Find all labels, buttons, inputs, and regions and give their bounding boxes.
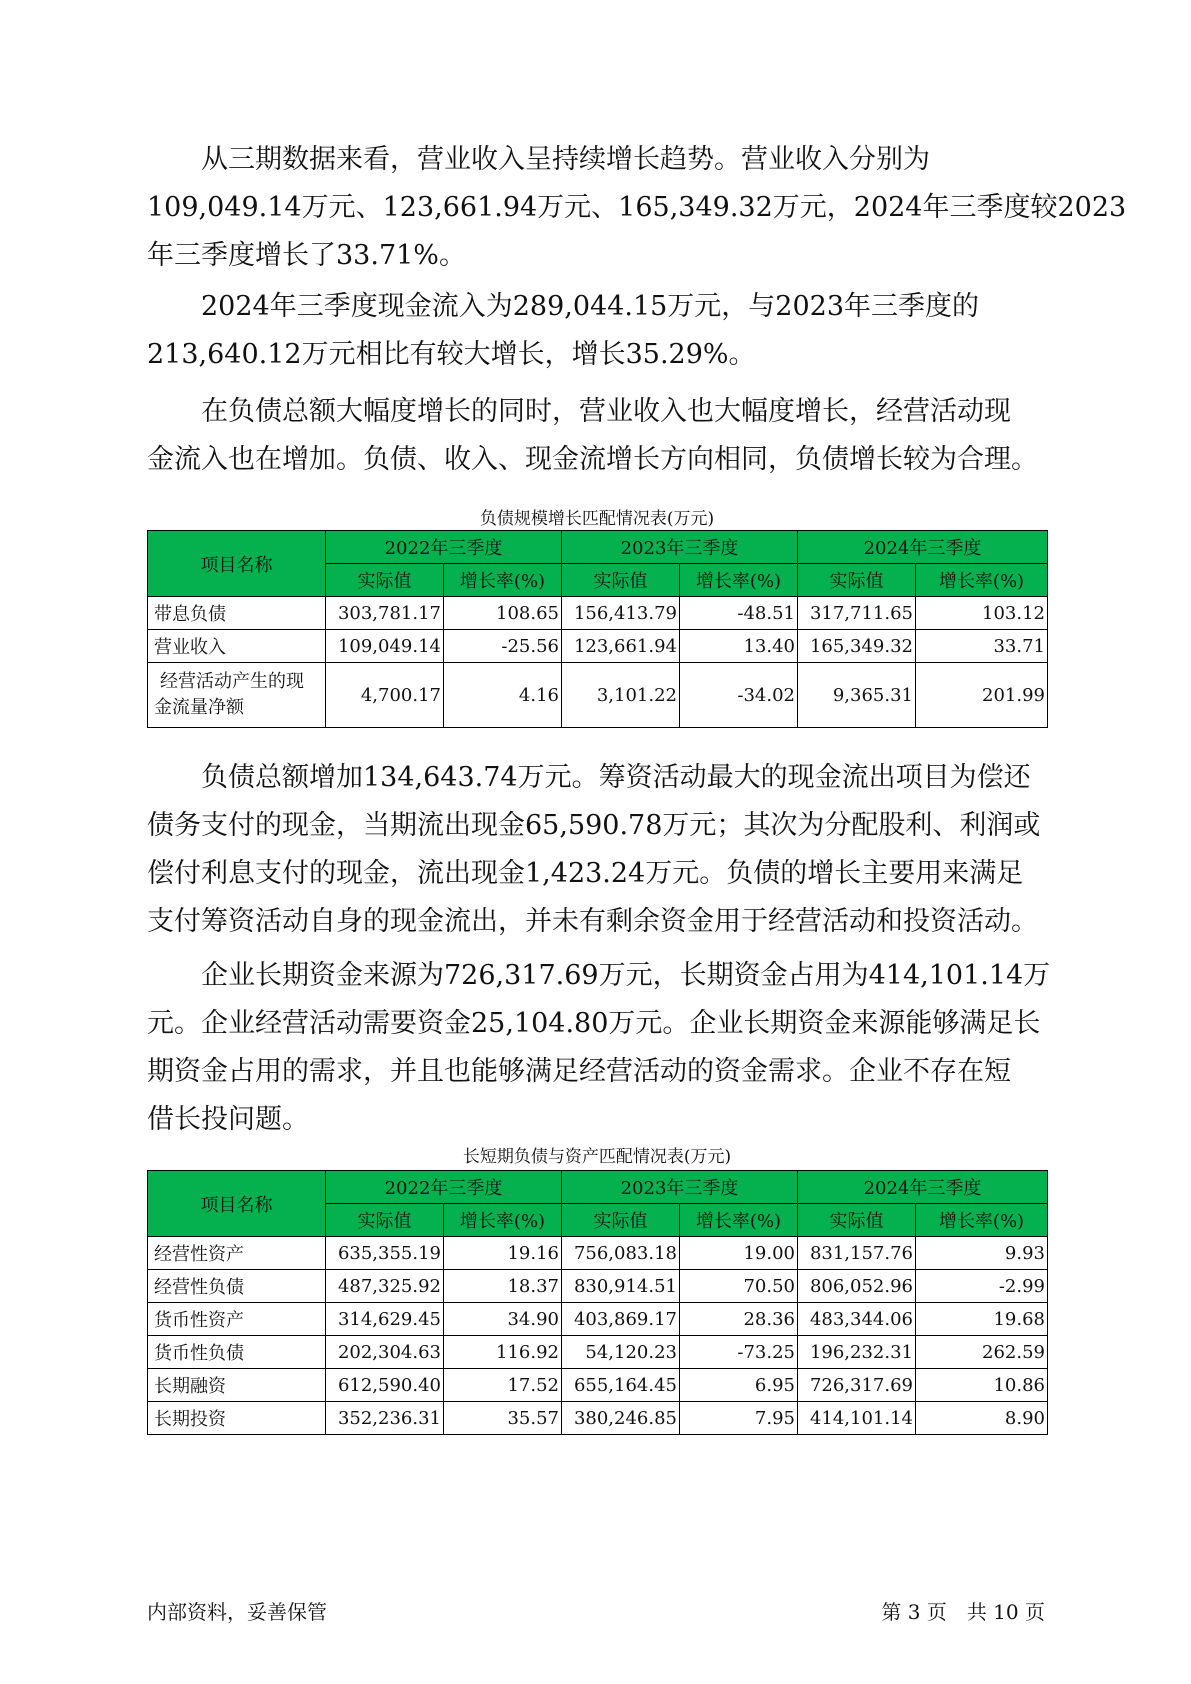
cell-value: 317,711.65 [798,597,916,630]
paragraph-line: 在负债总额大幅度增长的同时，营业收入也大幅度增长，经营活动现 [201,396,1011,427]
column-header-value: 实际值 [798,1204,916,1237]
column-header-period: 2023年三季度 [562,1171,798,1204]
cell-value: 483,344.06 [798,1303,916,1336]
cell-value: 109,049.14 [326,630,444,663]
row-label [148,663,326,728]
cell-value: 831,157.76 [798,1237,916,1270]
row-label: 经营性资产 [148,1237,326,1270]
cell-growth: 19.16 [444,1237,562,1270]
cell-growth: 28.36 [680,1303,798,1336]
row-label: 带息负债 [148,597,326,630]
cell-value: 830,914.51 [562,1270,680,1303]
column-header-growth: 增长率(%) [916,1204,1048,1237]
column-header-period: 2023年三季度 [562,531,798,564]
table-row [148,1303,1048,1336]
cell-growth: 10.86 [916,1369,1048,1402]
cell-value: 303,781.17 [326,597,444,630]
cell-value: 380,246.85 [562,1402,680,1435]
cell-value: 123,661.94 [562,630,680,663]
cell-growth: 6.95 [680,1369,798,1402]
paragraph-line: 债务支付的现金，当期流出现金65,590.78万元；其次为分配股利、利润或 [147,810,1041,841]
table2-caption: 长短期负债与资产匹配情况表(万元) [462,1147,732,1167]
column-header-period: 2024年三季度 [798,1171,1048,1204]
paragraph-debt-matching [147,388,1047,484]
cell-value: 3,101.22 [562,663,680,728]
cell-growth: 7.95 [680,1402,798,1435]
paragraph-line: 213,640.12万元相比有较大增长，增长35.29%。 [147,339,756,370]
cell-value: 403,869.17 [562,1303,680,1336]
cell-growth: 35.57 [444,1402,562,1435]
table-header-row [148,531,1048,564]
cell-value: 487,325.92 [326,1270,444,1303]
paragraph-line: 元。企业经营活动需要资金25,104.80万元。企业长期资金来源能够满足长 [147,1008,1041,1039]
cell-growth: 70.50 [680,1270,798,1303]
cell-value: 9,365.31 [798,663,916,728]
table-header-row [148,1171,1048,1204]
paragraph-long-term-funds [147,952,1051,1144]
cell-growth: 34.90 [444,1303,562,1336]
cell-value: 655,164.45 [562,1369,680,1402]
cell-growth: 9.93 [916,1237,1048,1270]
column-header-value: 实际值 [326,1204,444,1237]
cell-growth: 103.12 [916,597,1048,630]
column-header-growth: 增长率(%) [444,564,562,597]
cell-growth: 33.71 [916,630,1048,663]
column-header-item: 项目名称 [148,1171,326,1237]
cell-growth: 19.68 [916,1303,1048,1336]
row-label: 货币性负债 [148,1336,326,1369]
table-row [148,1270,1048,1303]
cell-value: 156,413.79 [562,597,680,630]
footer-confidential-note: 内部资料，妥善保管 [147,1600,327,1624]
cell-value: 196,232.31 [798,1336,916,1369]
row-label: 营业收入 [148,630,326,663]
paragraph-line: 期资金占用的需求，并且也能够满足经营活动的资金需求。企业不存在短 [147,1056,1011,1087]
table-row [148,630,1048,663]
row-label: 货币性资产 [148,1303,326,1336]
cell-growth: -25.56 [444,630,562,663]
cell-growth: -48.51 [680,597,798,630]
column-header-growth: 增长率(%) [444,1204,562,1237]
cell-value: 165,349.32 [798,630,916,663]
column-header-item: 项目名称 [148,531,326,597]
column-header-period: 2022年三季度 [326,1171,562,1204]
cell-value: 756,083.18 [562,1237,680,1270]
column-header-period: 2024年三季度 [798,531,1048,564]
row-label-line: 经营活动产生的现 [160,671,304,692]
cell-growth: 116.92 [444,1336,562,1369]
cell-growth: -73.25 [680,1336,798,1369]
column-header-value: 实际值 [326,564,444,597]
paragraph-line: 2024年三季度现金流入为289,044.15万元，与2023年三季度的 [201,291,980,322]
cell-growth: 108.65 [444,597,562,630]
cell-growth: 17.52 [444,1369,562,1402]
cell-growth: -34.02 [680,663,798,728]
cell-growth: 8.90 [916,1402,1048,1435]
cell-value: 726,317.69 [798,1369,916,1402]
paragraph-financing-outflow [147,754,1047,946]
cell-value: 414,101.14 [798,1402,916,1435]
paragraph-line: 金流入也在增加。负债、收入、现金流增长方向相同，负债增长较为合理。 [147,444,1038,475]
cell-value: 54,120.23 [562,1336,680,1369]
column-header-growth: 增长率(%) [916,564,1048,597]
column-header-period: 2022年三季度 [326,531,562,564]
column-header-value: 实际值 [562,564,680,597]
cell-value: 635,355.19 [326,1237,444,1270]
footer-page-number: 第 3 页 共 10 页 [881,1600,1045,1624]
cell-growth: 262.59 [916,1336,1048,1369]
cell-value: 612,590.40 [326,1369,444,1402]
asset-liability-table [147,1170,1048,1435]
paragraph-cash-inflow [147,283,1047,379]
column-header-growth: 增长率(%) [680,564,798,597]
table-row [148,1402,1048,1435]
cell-growth: 4.16 [444,663,562,728]
paragraph-line: 偿付利息支付的现金，流出现金1,423.24万元。负债的增长主要用来满足 [147,858,1024,889]
column-header-growth: 增长率(%) [680,1204,798,1237]
paragraph-line: 借长投问题。 [147,1104,309,1135]
cell-value: 202,304.63 [326,1336,444,1369]
table-row [148,1336,1048,1369]
cell-growth: 13.40 [680,630,798,663]
cell-value: 352,236.31 [326,1402,444,1435]
paragraph-line: 支付筹资活动自身的现金流出，并未有剩余资金用于经营活动和投资活动。 [147,906,1038,937]
debt-growth-table [147,530,1048,728]
cell-growth: -2.99 [916,1270,1048,1303]
table-row [148,597,1048,630]
table-row [148,1369,1048,1402]
cell-growth: 18.37 [444,1270,562,1303]
table-row [148,663,1048,728]
column-header-value: 实际值 [562,1204,680,1237]
cell-growth: 19.00 [680,1237,798,1270]
paragraph-line: 从三期数据来看，营业收入呈持续增长趋势。营业收入分别为 [201,144,930,175]
row-label: 长期融资 [148,1369,326,1402]
column-header-value: 实际值 [798,564,916,597]
table1-caption: 负债规模增长匹配情况表(万元) [479,509,715,529]
row-label-line: 金流量净额 [154,697,244,718]
paragraph-revenue-trend [147,136,1127,280]
cell-value: 806,052.96 [798,1270,916,1303]
row-label: 长期投资 [148,1402,326,1435]
row-label: 经营性负债 [148,1270,326,1303]
table-row [148,1237,1048,1270]
cell-value: 314,629.45 [326,1303,444,1336]
paragraph-line: 年三季度增长了33.71%。 [147,240,466,271]
cell-growth: 201.99 [916,663,1048,728]
paragraph-line: 企业长期资金来源为726,317.69万元，长期资金占用为414,101.14万 [201,960,1051,991]
paragraph-line: 109,049.14万元、123,661.94万元、165,349.32万元，2024年三季度较2023 [147,192,1127,223]
paragraph-line: 负债总额增加134,643.74万元。筹资活动最大的现金流出项目为偿还 [201,762,1031,793]
cell-value: 4,700.17 [326,663,444,728]
